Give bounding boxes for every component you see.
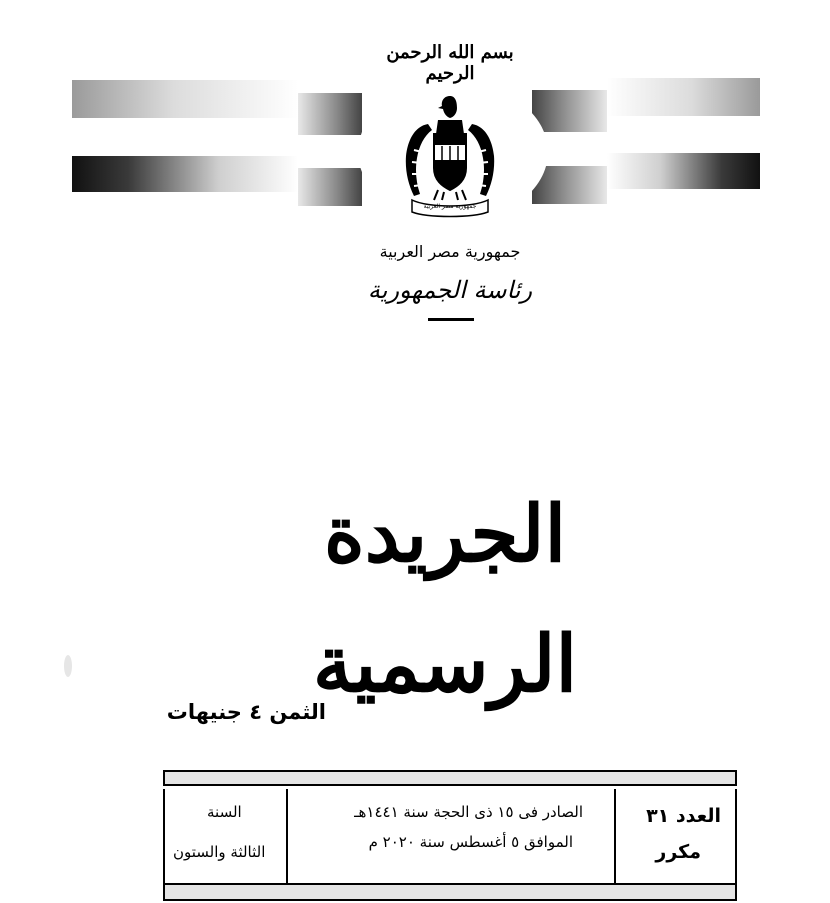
- eagle-emblem-icon: [398, 90, 502, 218]
- price-label: الثمن ٤ جنيهات: [166, 700, 326, 724]
- issue-number-suffix: مكرر: [655, 841, 701, 863]
- header-band-dark-left: [72, 156, 298, 192]
- scan-mark: [64, 655, 72, 677]
- table-top-strip: [163, 770, 737, 786]
- issue-number: العدد ٣١: [646, 805, 721, 827]
- year-value: الثالثة والستون: [173, 843, 266, 861]
- table-divider-left: [286, 789, 288, 884]
- issue-info-table: [163, 789, 737, 884]
- presidency-underline: [428, 318, 474, 321]
- header-band-light-right: [607, 78, 760, 116]
- issue-date-gregorian: الموافق ٥ أغسطس سنة ٢٠٢٠ م: [368, 833, 573, 851]
- emblem-caption: جمهورية مصر العربية: [423, 203, 477, 210]
- issue-date-hijri: الصادر فى ١٥ ذى الحجة سنة ١٤٤١هـ: [354, 803, 583, 821]
- year-label: السنة: [207, 803, 242, 821]
- republic-name: جمهورية مصر العربية: [379, 242, 521, 261]
- table-divider-right: [614, 789, 616, 884]
- header-band-inner-left-bottom: [298, 168, 362, 206]
- header-band-inner-right-top: [532, 90, 607, 132]
- header-band-light-left: [72, 80, 298, 118]
- basmala: بسم الله الرحمن الرحيم: [386, 42, 514, 84]
- presidency-name: رئاسة الجمهورية: [367, 276, 533, 304]
- table-bottom-strip: [163, 883, 737, 901]
- header-band-dark-right: [607, 153, 760, 189]
- gazette-title: الجريدة الرسمية: [312, 489, 578, 710]
- header-band-inner-left-top: [298, 93, 362, 135]
